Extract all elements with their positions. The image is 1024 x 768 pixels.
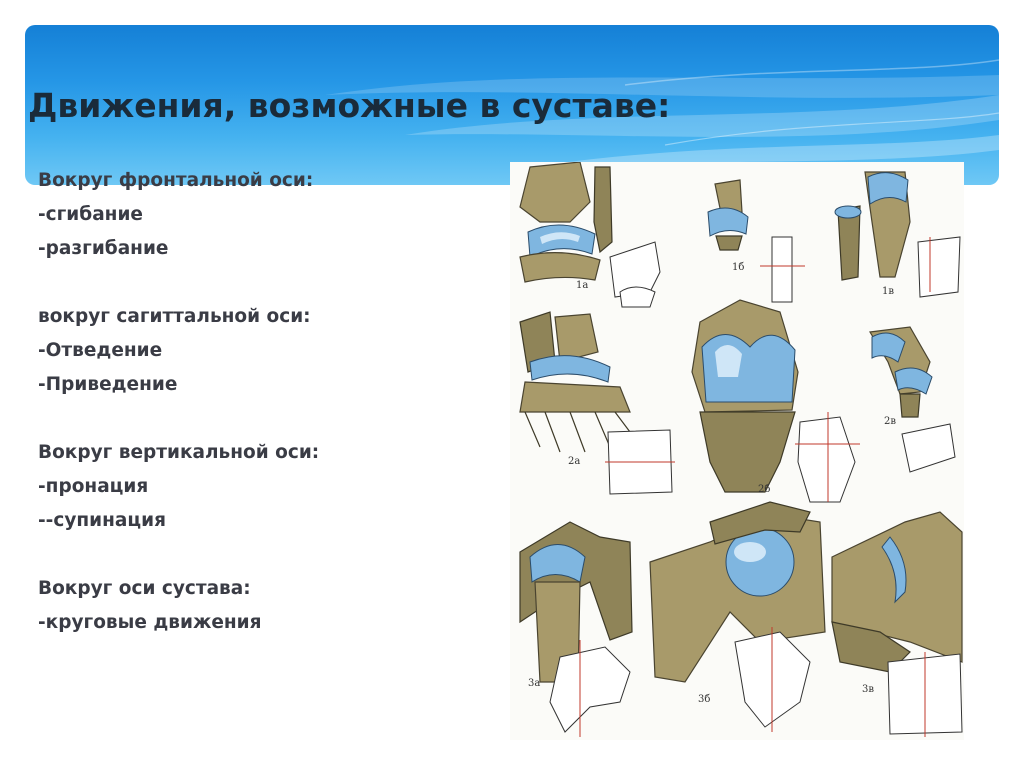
ankle-sketch <box>610 242 660 307</box>
group-heading: Вокруг вертикальной оси: <box>38 442 320 463</box>
frontal-axis-group <box>38 164 498 266</box>
list-item: -круговые движения <box>38 612 262 633</box>
figure-label: 3б <box>698 694 711 705</box>
joint-axis-group <box>38 572 498 640</box>
vertical-axis-group <box>38 436 498 538</box>
slide-title: Движения, возможные в суставе: <box>28 86 671 125</box>
figure-label: 2б <box>758 484 771 495</box>
joints-illustration <box>510 162 964 740</box>
group-heading: Вокруг оси сустава: <box>38 578 251 599</box>
figure-label: 3в <box>862 684 874 695</box>
sagittal-axis-group <box>38 300 498 402</box>
knee-joint-illustration <box>692 300 798 492</box>
list-item: -разгибание <box>38 238 169 259</box>
list-item: -Отведение <box>38 340 163 361</box>
joints-illustration-svg <box>510 162 964 740</box>
hip-sketch <box>735 627 810 732</box>
elbow-joint-illustration <box>835 172 910 280</box>
list-item: -пронация <box>38 476 149 497</box>
group-heading: вокруг сагиттальной оси: <box>38 306 311 327</box>
figure-label: 2а <box>568 456 581 467</box>
ankle-joint-illustration <box>520 162 612 282</box>
radioulnar-sketch <box>902 424 955 472</box>
wrist-joint-illustration <box>520 312 630 452</box>
knee-sketch <box>795 412 860 502</box>
list-item: -сгибание <box>38 204 143 225</box>
figure-label: 1в <box>882 286 894 297</box>
list-item: -Приведение <box>38 374 178 395</box>
finger-sketch <box>760 237 805 302</box>
sacroiliac-joint-illustration <box>832 512 962 672</box>
list-item: --супинация <box>38 510 166 531</box>
figure-label: 1б <box>732 262 745 273</box>
finger-joint-illustration <box>708 180 748 250</box>
figure-label: 2в <box>884 416 896 427</box>
wrist-sketch <box>605 430 675 494</box>
movement-list <box>38 164 498 674</box>
figure-label: 3а <box>528 678 541 689</box>
elbow-sketch <box>918 237 960 297</box>
sacroiliac-sketch <box>888 652 962 737</box>
figure-label: 1а <box>576 280 589 291</box>
group-heading: Вокруг фронтальной оси: <box>38 170 314 191</box>
radioulnar-joint-illustration <box>870 327 932 417</box>
